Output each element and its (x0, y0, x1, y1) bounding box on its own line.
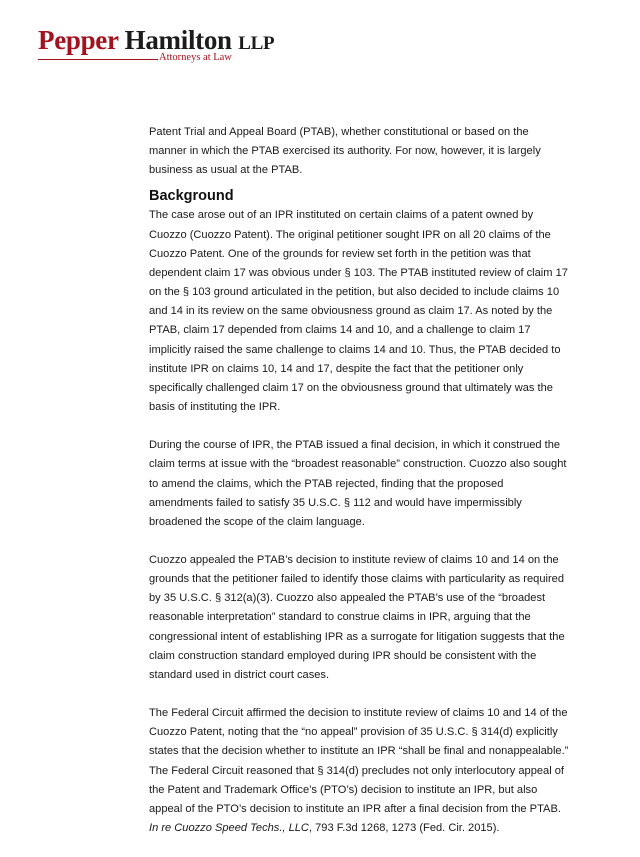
firm-logo-wordmark (38, 24, 274, 60)
paragraph-1: The case arose out of an IPR instituted on certain claims of a patent owned by Cuozzo (Cuozzo Patent). The original petitioner sought IPR on all 20 claims of the Cuozzo Patent. One of the grounds for review set forth in the petition was that dependent claim 17 was obvious under § 103. The PTAB instituted review of claim 17 on the § 103 ground articulated in the petition, but also decided to include claims 10 and 14 in its review on the same obviousness ground as claim 17. As noted by the PTAB, claim 17 depended from claims 14 and 10, and a challenge to claim 17 implicitly raised the same challenge to claims 14 and 10. Thus, the PTAB decided to institute IPR on claims 10, 14 and 17, despite the fact that the petitioner only specifically challenged claim 17 on the obviousness ground that ultimately was the basis of instituting the IPR. (149, 209, 568, 414)
logo-rule (38, 59, 158, 60)
logo-tagline: Attorneys at Law (159, 52, 232, 63)
paragraph-4 (149, 704, 569, 838)
logo-dark-word: Hamilton (124, 25, 232, 55)
document-body (149, 123, 569, 857)
section-heading: Background (149, 188, 234, 205)
intro-paragraph: Patent Trial and Appeal Board (PTAB), whether constitutional or based on the manner in which the PTAB exercised its authority. For now, however, it is largely business as usual at the PTAB. (149, 126, 541, 177)
logo-red-word: Pepper (38, 25, 119, 55)
paragraph-2: During the course of IPR, the PTAB issued a final decision, in which it construed the claim terms at issue with the “broadest reasonable” construction. Cuozzo also sought to amend the claims, which the PTAB rejected, finding that the proposed amendments failed to satisfy 35 U.S.C. § 112 and would have impermissibly broadened the scope of the claim language. (149, 439, 567, 528)
case-citation-name: In re Cuozzo Speed Techs., LLC (149, 822, 309, 834)
paragraph-4-text: The Federal Circuit affirmed the decision to institute review of claims 10 and 14 of the Cuozzo Patent, noting that the “no appeal” provision of 35 U.S.C. § 314(d) explicitly states that the decision whether to institute an IPR “shall be final and nonappealable.” The Federal Circuit reasoned that § 314(d) precludes not only interlocutory appeal of the Patent and Trademark Office’s (PTO’s) decision to institute an IPR, but also appeal of the PTO’s decision to institute an IPR after a final decision from the PTAB. (149, 707, 569, 815)
firm-logo (38, 24, 275, 68)
case-citation-reference: , 793 F.3d 1268, 1273 (Fed. Cir. 2015). (308, 822, 500, 834)
logo-suffix: LLP (238, 33, 275, 54)
paragraph-3: Cuozzo appealed the PTAB’s decision to institute review of claims 10 and 14 on the grounds that the petitioner failed to identify those claims with particularity as required by 35 U.S.C. § 312(a)(3). Cuozzo also appealed the PTAB’s use of the “broadest reasonable interpretation” standard to construe claims in IPR, arguing that the congressional intent of establishing IPR as a surrogate for litigation suggests that the claim construction standard employed during IPR should be consistent with the standard used in district court cases. (149, 553, 565, 681)
